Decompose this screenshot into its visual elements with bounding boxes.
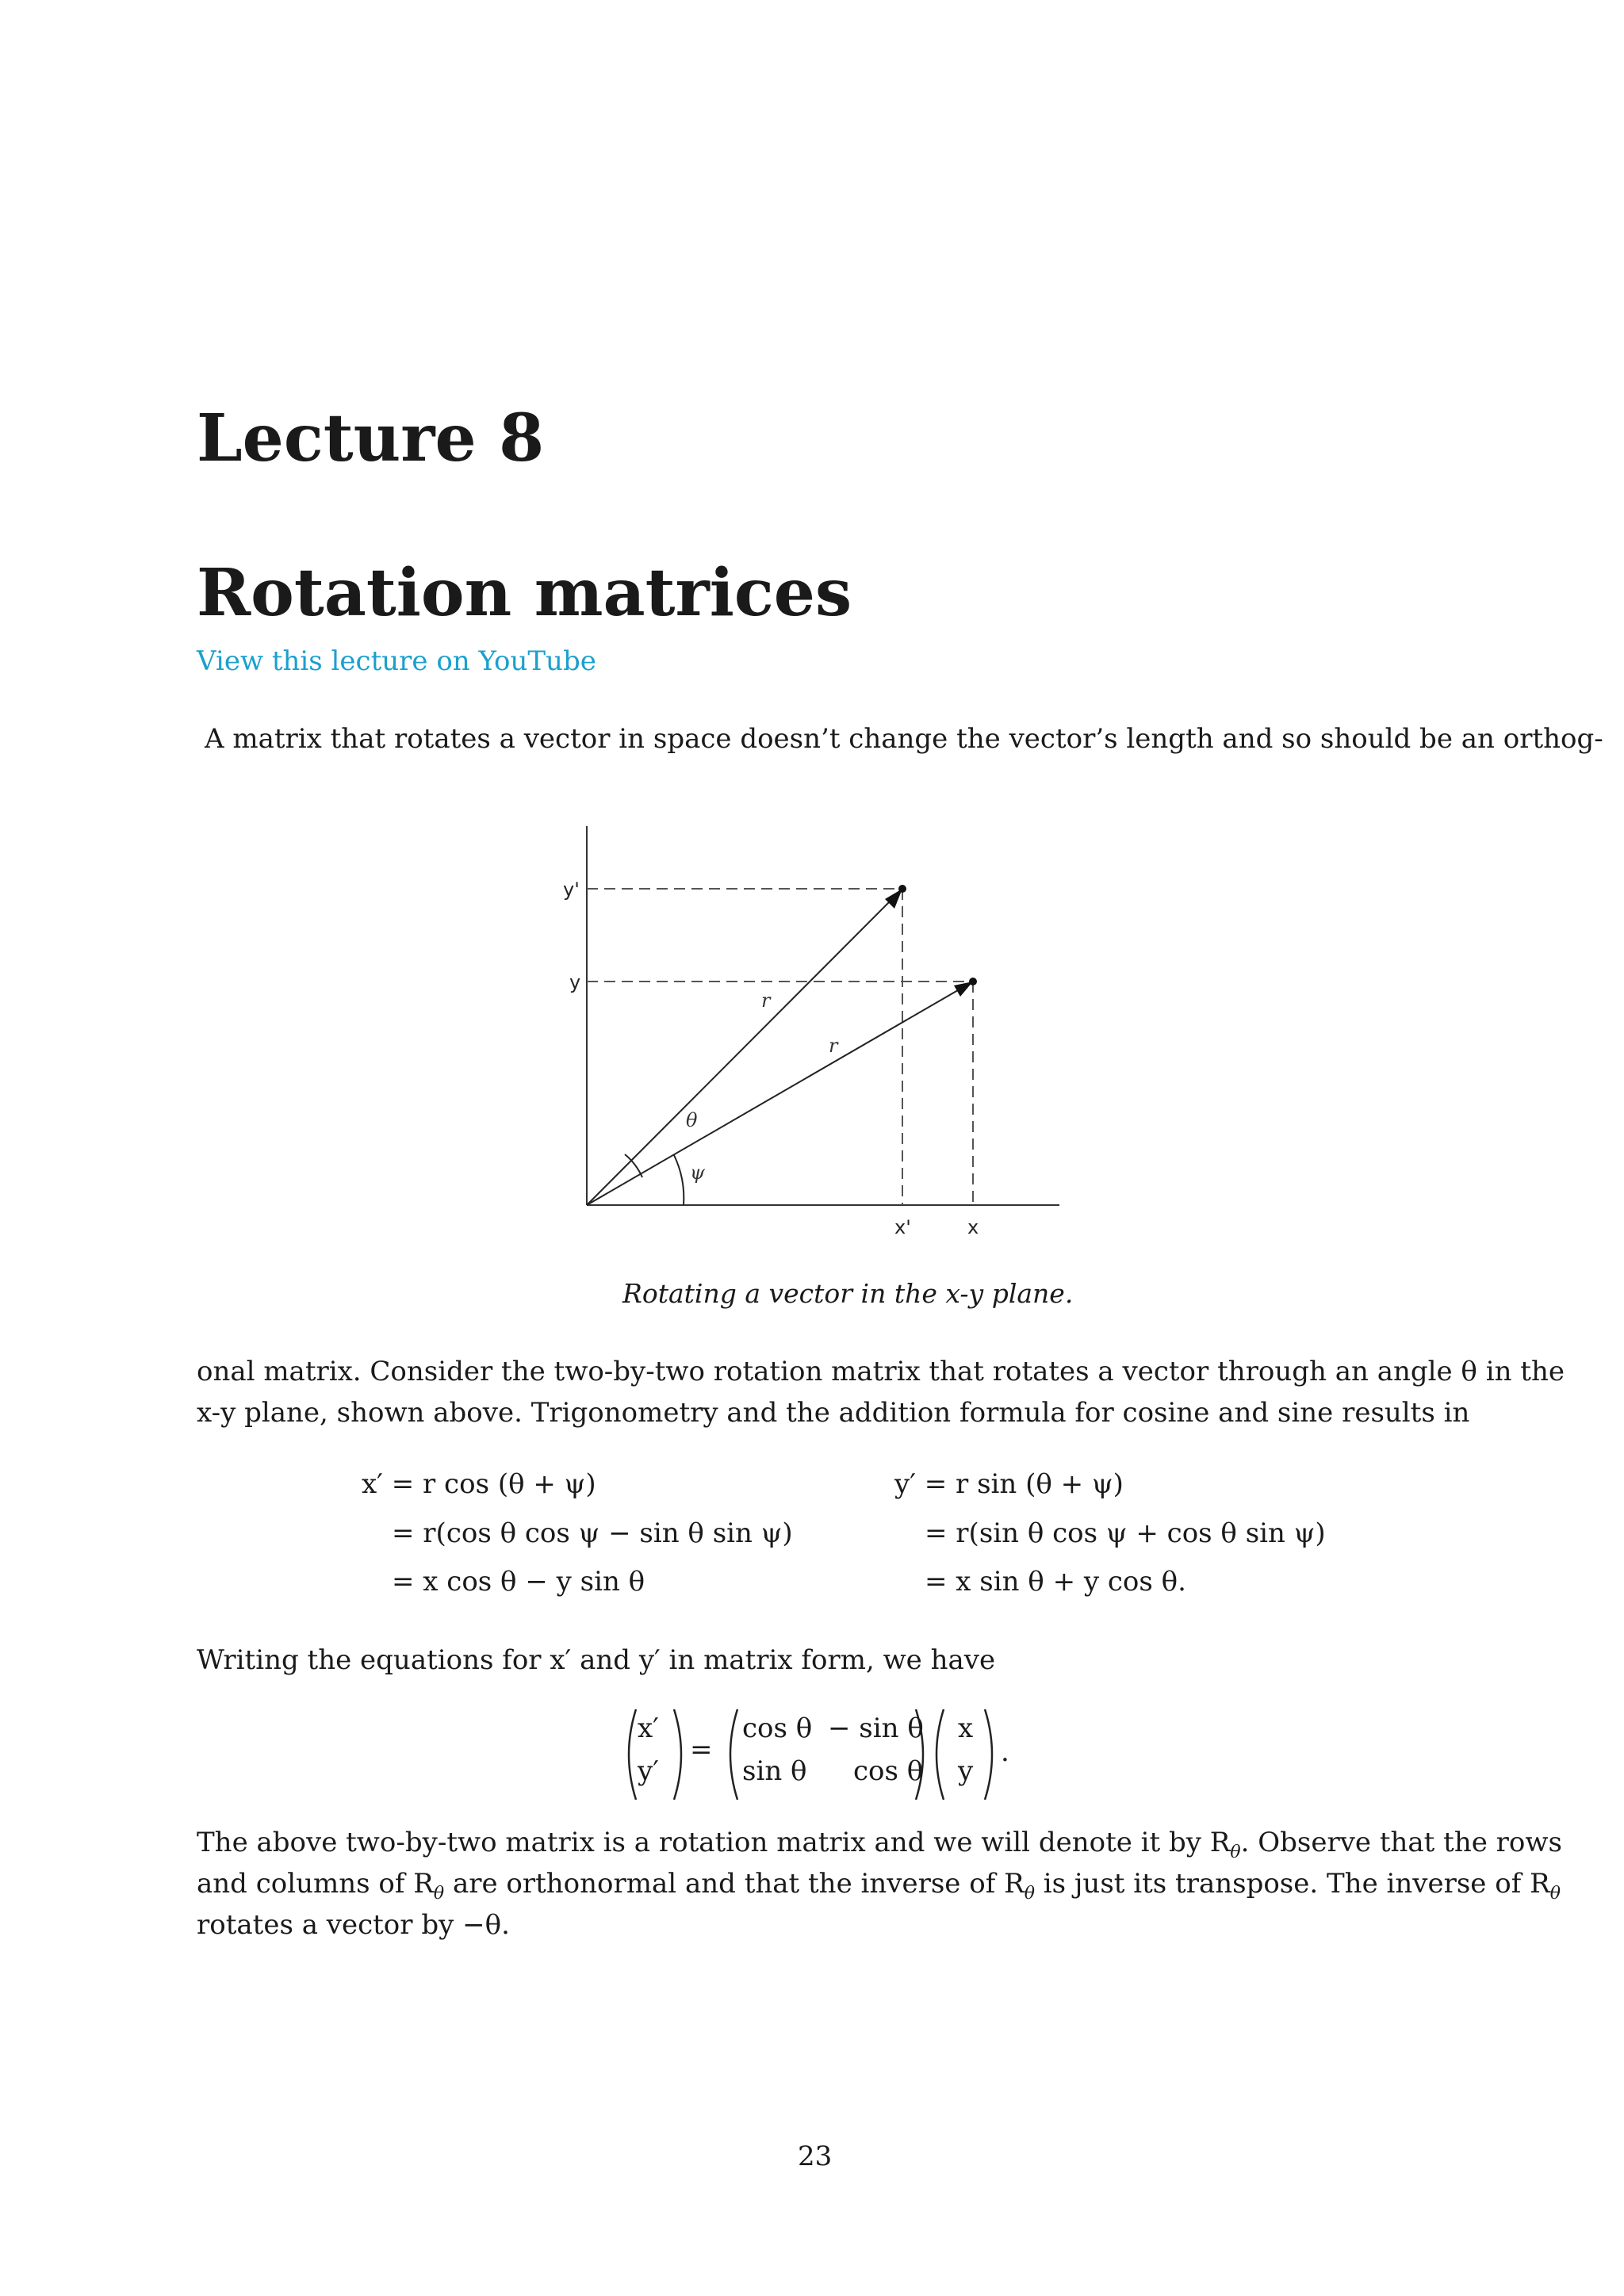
intro-paragraph: A matrix that rotates a vector in space doesn’t change the vector’s length and so should be an orthog- xyxy=(205,723,1603,755)
matrix-lhs-top: x′ xyxy=(638,1712,659,1744)
subscript-theta: θ xyxy=(433,1884,445,1904)
label-x: x xyxy=(967,1216,979,1238)
text-run: is just its transpose. The inverse of R xyxy=(1034,1868,1550,1900)
equation-y-line-2: = r(sin θ cos ψ + cos θ sin ψ) xyxy=(925,1517,1326,1549)
matrix-equals: = xyxy=(690,1734,713,1766)
matrix-lhs-bottom: y′ xyxy=(638,1755,659,1787)
text-run: The above two-by-two matrix is a rotation matrix and we will denote it by R xyxy=(197,1827,1231,1858)
matrix-rhs-top: x xyxy=(958,1712,974,1744)
equation-y-line-1: y′ = r sin (θ + ψ) xyxy=(894,1468,1124,1500)
matrix-cell-22: cos θ xyxy=(853,1755,924,1787)
matrix-period: . xyxy=(1001,1736,1009,1768)
equation-x-line-3: = x cos θ − y sin θ xyxy=(392,1566,645,1598)
chapter-title: Rotation matrices xyxy=(197,555,852,631)
label-psi: ψ xyxy=(690,1161,705,1184)
matrix-cell-21: sin θ xyxy=(742,1755,807,1787)
paren-left xyxy=(629,1709,636,1800)
label-x-prime: x' xyxy=(894,1216,911,1238)
original-tip-dot xyxy=(969,978,977,985)
paragraph-line: Writing the equations for x′ and y′ in matrix form, we have xyxy=(197,1644,996,1676)
rotated-vector xyxy=(587,889,902,1205)
psi-arc xyxy=(674,1155,684,1205)
equation-y-line-3: = x sin θ + y cos θ. xyxy=(925,1566,1186,1598)
page-number: 23 xyxy=(798,2141,833,2172)
label-r-original: r xyxy=(829,1035,838,1057)
equation-x-line-1: x′ = r cos (θ + ψ) xyxy=(362,1468,596,1500)
label-r-rotated: r xyxy=(761,989,771,1012)
text-run: are orthonormal and that the inverse of R xyxy=(444,1868,1025,1900)
label-y-prime: y' xyxy=(563,878,580,901)
original-vector xyxy=(587,982,973,1205)
youtube-link[interactable]: View this lecture on YouTube xyxy=(197,645,596,677)
rotated-tip-dot xyxy=(898,885,906,893)
text-run: and columns of R xyxy=(197,1868,434,1900)
subscript-theta: θ xyxy=(1549,1884,1561,1904)
matrix-rhs-bottom: y xyxy=(958,1755,974,1787)
matrix-cell-12: − sin θ xyxy=(828,1712,924,1744)
chapter-heading: Lecture 8 xyxy=(197,400,545,476)
paragraph-line: onal matrix. Consider the two-by-two rotation matrix that rotates a vector through an angle θ in the xyxy=(197,1356,1565,1387)
paren-left xyxy=(936,1709,944,1800)
subscript-theta: θ xyxy=(1024,1884,1035,1904)
paren-left xyxy=(730,1709,737,1800)
matrix-cell-11: cos θ xyxy=(742,1712,813,1744)
rotation-figure xyxy=(555,817,1071,1245)
label-y: y xyxy=(569,971,581,993)
paren-right xyxy=(674,1709,681,1800)
paragraph-line: x-y plane, shown above. Trigonometry and the addition formula for cosine and sine results in xyxy=(197,1397,1470,1429)
paren-right xyxy=(985,1709,992,1800)
equation-x-line-2: = r(cos θ cos ψ − sin θ sin ψ) xyxy=(392,1517,793,1549)
figure-caption: Rotating a vector in the x-y plane. xyxy=(622,1278,1074,1309)
paragraph-line: rotates a vector by −θ. xyxy=(197,1909,510,1941)
subscript-theta: θ xyxy=(1230,1843,1241,1862)
text-run: . Observe that the rows xyxy=(1240,1827,1562,1858)
label-theta: θ xyxy=(686,1109,698,1131)
